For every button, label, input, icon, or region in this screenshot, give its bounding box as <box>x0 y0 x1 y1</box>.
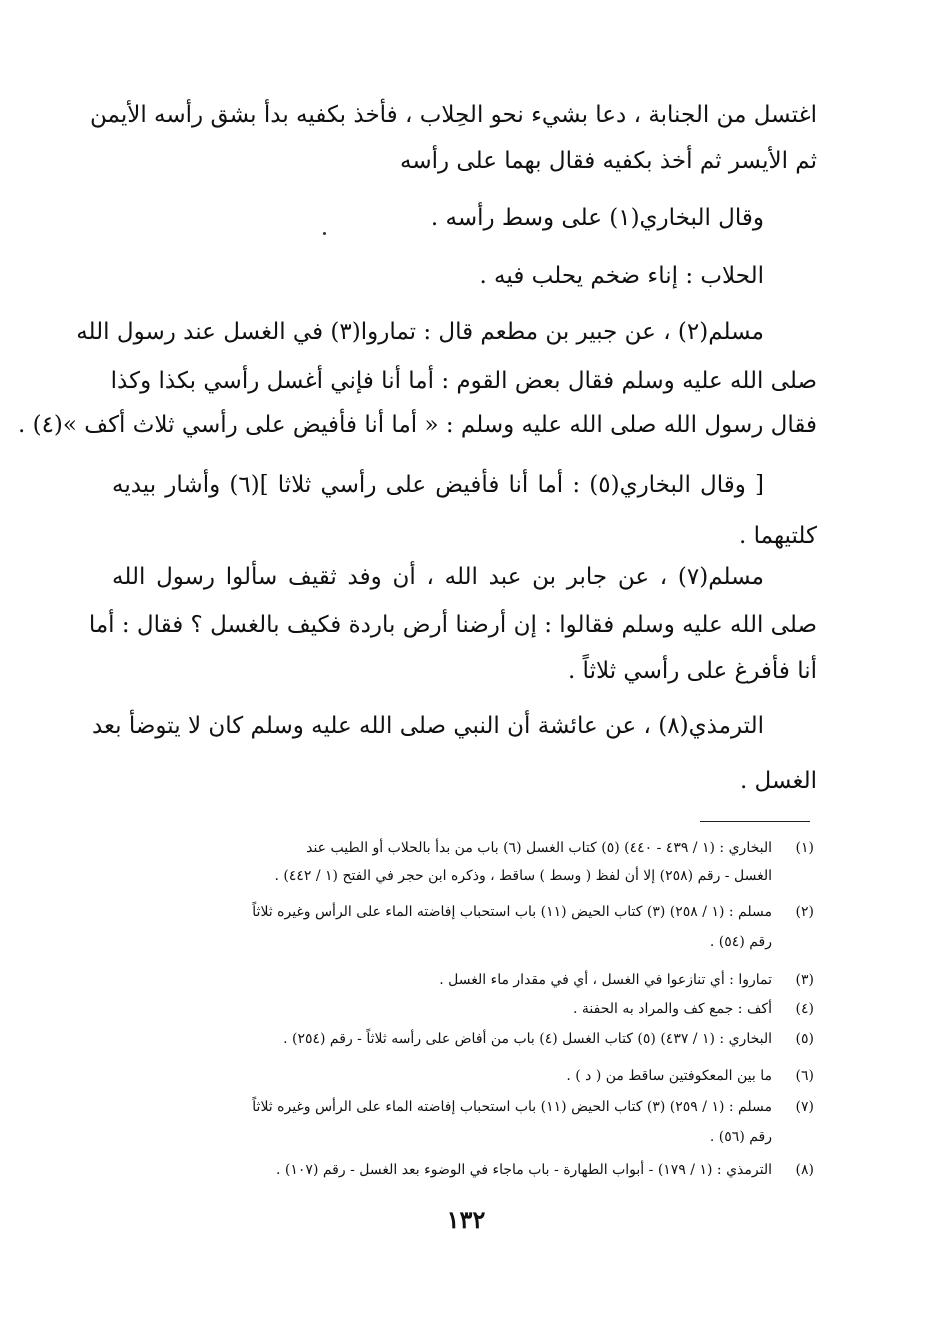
body-line: فقال رسول الله صلى الله عليه وسلم : « أما أنا فأفيض على رأسي ثلاث أكف »(٤) . <box>17 412 817 438</box>
footnote-text: مسلم : (١ / ٢٥٩) (٣) كتاب الحيض (١١) باب استحباب إفاضته الماء على الرأس وغيره ثلاثاً <box>252 1099 772 1115</box>
footnote-7 <box>110 1097 814 1117</box>
footnote-7-cont <box>110 1127 814 1147</box>
footnote-6 <box>110 1066 814 1086</box>
footnote-text: رقم (٥٦) . <box>709 1129 772 1145</box>
footnote-text: الترمذي : (١ / ١٧٩) - أبواب الطهارة - باب ماجاء في الوضوء بعد الغسل - رقم (١٠٧) . <box>276 1162 772 1178</box>
footnote-text: البخاري : (١ / ٤٣٩ - ٤٤٠) (٥) كتاب الغسل (٦) باب من بدأ بالحلاب أو الطيب عند <box>306 840 772 856</box>
footnote-number: (١) <box>795 840 814 856</box>
footnote-text: ما بين المعكوفتين ساقط من ( د ) . <box>566 1068 772 1084</box>
body-line: الحلاب : إناء ضخم يحلب فيه . <box>479 263 764 289</box>
footnote-number: (٢) <box>795 904 814 920</box>
footnote-text: رقم (٥٤) . <box>709 934 772 950</box>
body-line: أنا فأفرغ على رأسي ثلاثاً . <box>567 658 817 684</box>
page-number: ١٣٢ <box>446 1205 486 1234</box>
body-line: ثم الأيسر ثم أخذ بكفيه فقال بهما على رأسه <box>400 148 817 174</box>
footnote-4 <box>110 999 814 1019</box>
body-line: الغسل . <box>739 768 817 794</box>
footnote-2-cont <box>110 932 814 952</box>
footnote-number: (٧) <box>795 1099 814 1115</box>
footnote-1 <box>110 838 814 858</box>
footnote-text: تماروا : أي تنازعوا في الغسل ، أي في مقدار ماء الغسل . <box>439 972 772 988</box>
footnote-text: مسلم : (١ / ٢٥٨) (٣) كتاب الحيض (١١) باب استحباب إفاضته الماء على الرأس وغيره ثلاثاً <box>252 904 772 920</box>
footnote-text: البخاري : (١ / ٤٣٧) (٥) كتاب الغسل (٤) باب من أفاض على رأسه ثلاثاً - رقم (٢٥٤) . <box>283 1031 772 1047</box>
body-line: وقال البخاري(١) على وسط رأسه . <box>430 205 764 231</box>
body-line: مسلم(٢) ، عن جبير بن مطعم قال : تماروا(٣) في الغسل عند رسول الله <box>76 319 764 345</box>
footnote-text: أكف : جمع كف والمراد به الحفنة . <box>573 1001 772 1017</box>
footnote-number: (٣) <box>795 972 814 988</box>
body-line: صلى الله عليه وسلم فقال بعض القوم : أما أنا فإني أغسل رأسي بكذا وكذا <box>110 368 817 394</box>
footnote-text: الغسل - رقم (٢٥٨) إلا أن لفظ ( وسط ) ساقط ، وذكره ابن حجر في الفتح (١ / ٤٤٢) . <box>274 868 772 884</box>
print-speck <box>323 232 326 235</box>
footnote-8 <box>110 1160 814 1180</box>
footnote-number: (٤) <box>795 1001 814 1017</box>
body-line: مسلم(٧) ، عن جابر بن عبد الله ، أن وفد ثقيف سألوا رسول الله <box>112 564 764 590</box>
footnote-number: (٨) <box>795 1162 814 1178</box>
body-line: كلتيهما . <box>739 523 817 549</box>
footnote-3 <box>110 970 814 990</box>
body-line: صلى الله عليه وسلم فقالوا : إن أرضنا أرض باردة فكيف بالغسل ؟ فقال : أما <box>88 612 817 638</box>
footnote-2 <box>110 902 814 922</box>
body-line: الترمذي(٨) ، عن عائشة أن النبي صلى الله عليه وسلم كان لا يتوضأ بعد <box>91 713 764 739</box>
footnote-number: (٦) <box>795 1068 814 1084</box>
footnote-5 <box>110 1029 814 1049</box>
footnote-1-cont <box>110 866 814 886</box>
footnote-divider <box>700 821 810 822</box>
body-line: اغتسل من الجنابة ، دعا بشيء نحو الحِلاب ، فأخذ بكفيه بدأ بشق رأسه الأيمن <box>90 102 817 128</box>
footnote-number: (٥) <box>795 1031 814 1047</box>
body-line: [ وقال البخاري(٥) : أما أنا فأفيض على رأسي ثلاثا ](٦) وأشار بيديه <box>112 472 764 498</box>
